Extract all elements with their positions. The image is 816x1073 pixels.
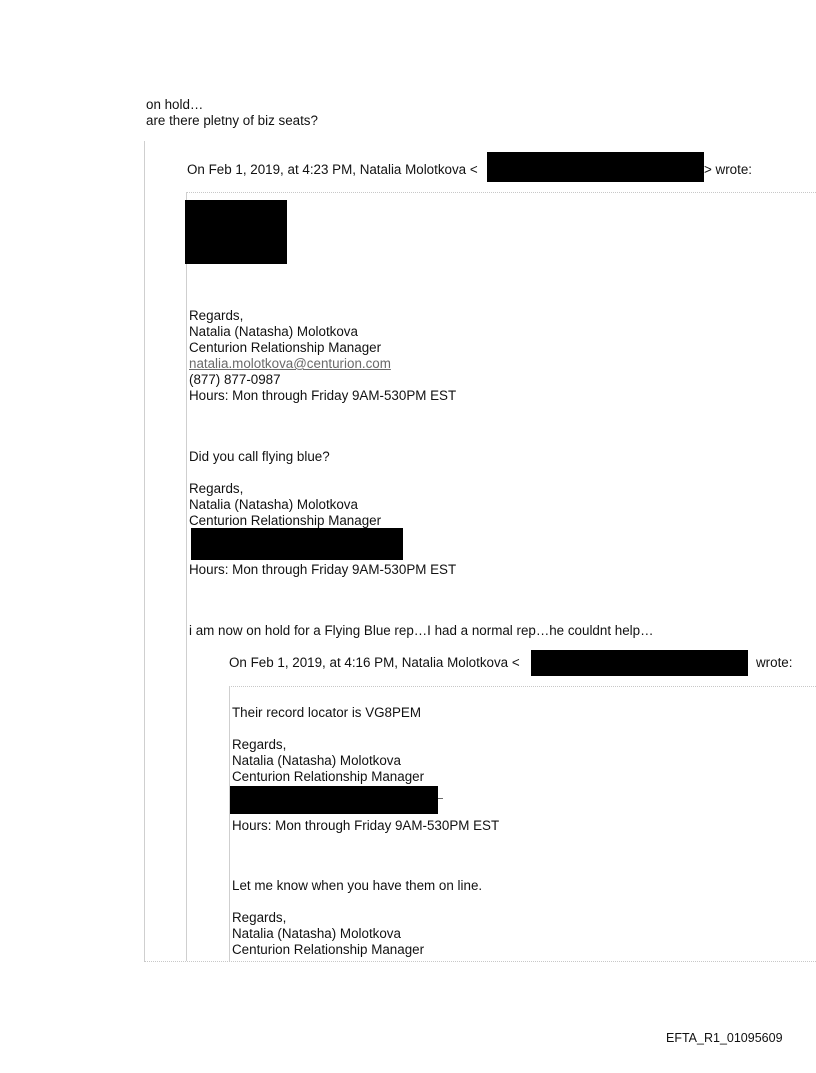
- message-record-locator: Their record locator is VG8PEM: [232, 705, 422, 720]
- quote-header-2: On Feb 1, 2019, at 4:16 PM, Natalia Molotkova <: [229, 655, 520, 670]
- signature-name: Natalia (Natasha) Molotkova: [232, 926, 401, 941]
- signature-title: Centurion Relationship Manager: [232, 769, 425, 784]
- signature-regards: Regards,: [232, 910, 287, 925]
- signature-hours: Hours: Mon through Friday 9AM-530PM EST: [189, 562, 457, 577]
- signature-name: Natalia (Natasha) Molotkova: [232, 753, 401, 768]
- signature-title: Centurion Relationship Manager: [189, 513, 382, 528]
- redaction-contact-2: [230, 786, 438, 814]
- redaction-image-block: [185, 200, 287, 264]
- redaction-contact-1: [191, 528, 403, 560]
- signature-regards: Regards,: [189, 481, 244, 496]
- redaction-email-2: [531, 650, 748, 676]
- quote-header-1-end: > wrote:: [704, 162, 753, 177]
- redaction-email-1: [487, 152, 704, 182]
- reply-text-line-1: on hold…: [146, 97, 204, 112]
- quote-border-inner: [186, 192, 187, 961]
- quote-border-bottom: [144, 961, 816, 962]
- quote-header-2-end: wrote:: [756, 655, 793, 670]
- message-request: Let me know when you have them on line.: [232, 878, 483, 893]
- message-reply: i am now on hold for a Flying Blue rep…I had a normal rep…he couldnt help…: [189, 623, 654, 638]
- signature-name: Natalia (Natasha) Molotkova: [189, 324, 358, 339]
- message-question: Did you call flying blue?: [189, 449, 330, 464]
- signature-regards: Regards,: [189, 308, 244, 323]
- signature-phone: (877) 877-0987: [189, 372, 281, 387]
- quote-border-innermost: [229, 686, 230, 961]
- document-id: EFTA_R1_01095609: [666, 1031, 783, 1045]
- quote-2-top-border: [186, 192, 816, 193]
- reply-text-line-2: are there pletny of biz seats?: [146, 113, 318, 128]
- signature-hours: Hours: Mon through Friday 9AM-530PM EST: [232, 818, 500, 833]
- signature-title: Centurion Relationship Manager: [189, 340, 382, 355]
- quote-border-outer: [144, 141, 145, 961]
- quote-3-top-border: [229, 686, 816, 687]
- quote-header-1: On Feb 1, 2019, at 4:23 PM, Natalia Molotkova <: [187, 162, 478, 177]
- signature-email-link[interactable]: natalia.molotkova@centurion.com: [189, 356, 391, 371]
- link-underline-fragment: [438, 798, 443, 799]
- signature-name: Natalia (Natasha) Molotkova: [189, 497, 358, 512]
- signature-hours: Hours: Mon through Friday 9AM-530PM EST: [189, 388, 457, 403]
- signature-regards: Regards,: [232, 737, 287, 752]
- signature-title: Centurion Relationship Manager: [232, 942, 425, 957]
